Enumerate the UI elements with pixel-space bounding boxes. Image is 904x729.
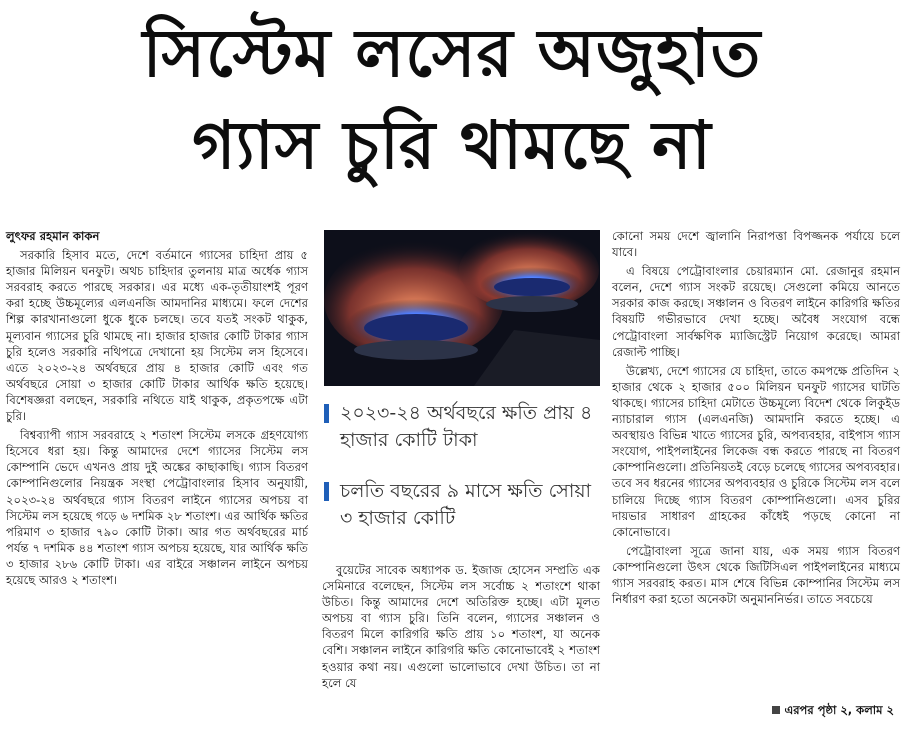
pull-quote-1 (324, 400, 600, 454)
article-column-2 (322, 562, 600, 694)
paragraph: উল্লেখ্য, দেশে গ্যাসের যে চাহিদা, তাতে কমপক্ষে প্রতিদিন ২ হাজার থেকে ২ হাজার ৫০০ মিলিয়ন ঘনফুট গ্যাসের ঘাটতি থাকছে। গ্যাসের চাহিদা মেটাতে উচ্চমূল্যে বিদেশ থেকে লিকুইড ন্যাচারাল গ্যাস (এলএনজি) আমদানি করতে হচ্ছে। এ অবস্থায়ও বিভিন্ন খাতে গ্যাসের চুরি, অপব্যবহার, বাইপাস গ্যাস সংযোগ, পাইপলাইনের লিকেজ বন্ধ করতে পারছে না বিতরণ কোম্পানিগুলো। প্রতিনিয়তই বেড়ে চলেছে গ্যাসের অপব্যবহার। তবে সব ধরনের গ্যাসের অপব্যবহার ও চুরিকে সিস্টেম লস বলে চালিয়ে দিচ্ছে গ্যাস বিতরণ কোম্পানিগুলো। এসব চুরির দায়ভার সাধারণ গ্রাহকের কাঁধেই পড়ছে কোনো না কোনোভাবে। (612, 363, 900, 539)
article-column-3 (612, 228, 900, 610)
headline (0, 8, 904, 192)
paragraph: সরকারি হিসাব মতে, দেশে বর্তমানে গ্যাসের চাহিদা প্রায় ৫ হাজার মিলিয়ন ঘনফুট। অথচ চাহিদার তুলনায় মাত্র অর্ধেক গ্যাস সরবরাহ করতে পারছে সরকার। এর মধ্যে এক-তৃতীয়াংশই পূরণ করা হচ্ছে উচ্চমূল্যের এলএনজি আমদানির মাধ্যমে। ফলে দেশের শিল্প কারখানাগুলো ধুকে ধুকে চলছে। তবে যতই সংকট থাকুক, মূল্যবান গ্যাসের চুরি থামছে না। হাজার হাজার কোটি টাকার গ্যাস চুরি হলেও সরকারি নথিপত্রে দেখানো হয় সিস্টেম লস হিসেবে। এতে ২০২৩-২৪ অর্থবছরে প্রায় ৪ হাজার কোটি এবং গত অর্থবছরে সোয়া ৩ হাজার কোটি টাকার আর্থিক ক্ষতি হয়েছে। বিশেষজ্ঞরা বলছেন, সরকারি নথিতে যাই থাকুক, প্রকৃতপক্ষে এটা চুরি। (6, 248, 308, 424)
paragraph: বুয়েটের সাবেক অধ্যাপক ড. ইজাজ হোসেন সম্প্রতি এক সেমিনারে বলেছেন, সিস্টেম লস সর্বোচ্চ ২ শতাংশে থাকা উচিত। কিন্তু আমাদের দেশে অতিরিক্ত হচ্ছে। এটা মূলত অপচয় বা গ্যাস চুরি। তিনি বলেন, গ্যাসের সঞ্চালন ও বিতরণ মিলে কারিগরি ক্ষতি প্রায় ১০ শতাংশ, যা অনেক বেশি। সঞ্চালন লাইনে কারিগরি ক্ষতি কোনোভাবেই ২ শতাংশ হওয়ার কথা নয়। এগুলো ভালোভাবে দেখা উচিত। তা না হলে যে (322, 563, 600, 690)
byline (6, 228, 308, 244)
pull-quote-marker (324, 404, 329, 423)
pull-quote-marker (324, 482, 329, 501)
pull-quote-text: ২০২৩-২৪ অর্থবছরে ক্ষতি প্রায় ৪ হাজার কোটি টাকা (340, 402, 593, 451)
pull-quote-2 (324, 478, 600, 532)
article-column-1 (6, 228, 308, 591)
author-name: লুৎফর রহমান কাকন (6, 229, 100, 243)
paragraph: পেট্রোবাংলা সূত্রে জানা যায়, এক সময় গ্যাস বিতরণ কোম্পানিগুলো উৎস থেকে জিটিসিএল পাইপলাইনের মাধ্যমে গ্যাস সরবরাহ করত। মাস শেষে বিভিন্ন কোম্পানির সিস্টেম লস নির্ধারণ করা হতো অনেকটা অনুমাননির্ভর। তাতে সবচেয়ে (612, 543, 900, 607)
gas-stove-photo (324, 230, 600, 386)
continuation-note (772, 702, 894, 721)
headline-line-1: সিস্টেম লসের অজুহাত (142, 15, 762, 92)
square-bullet-icon (772, 706, 780, 714)
paragraph: বিশ্বব্যাপী গ্যাস সরবরাহে ২ শতাংশ সিস্টেম লসকে গ্রহণযোগ্য হিসেবে ধরা হয়। কিন্তু আমাদের দেশে গ্যাসের সিস্টেম লস কোম্পানি ভেদে এখনও প্রায় দুই অঙ্কের কাছাকাছি। গ্যাস বিতরণ কোম্পানিগুলোর নিয়ন্ত্রক সংস্থা পেট্রোবাংলার হিসাব অনুযায়ী, ২০২৩-২৪ অর্থবছরে গ্যাস বিতরণ লাইনে গ্যাসের অপচয় বা সিস্টেম লস হয়েছে গড়ে ৬ দশমিক ২৮ শতাংশ। এর আর্থিক ক্ষতির পরিমাণ ৩ হাজার ৭৯০ কোটি টাকা। আর গত অর্থবছরের মার্চ পর্যন্ত ৭ দশমিক ৪৪ শতাংশ গ্যাস অপচয় হয়েছে, যার আর্থিক ক্ষতি ৩ হাজার ২৮৬ কোটি টাকা। এর বাইরে সঞ্চালন লাইনে অপচয় হয়েছে আরও ২ শতাংশ। (6, 428, 308, 587)
headline-line-2: গ্যাস চুরি থামছে না (192, 107, 712, 184)
pull-quote-text: চলতি বছরের ৯ মাসে ক্ষতি সোয়া ৩ হাজার কোটি (340, 480, 592, 529)
continuation-text: এরপর পৃষ্ঠা ২, কলাম ২ (784, 703, 894, 717)
paragraph: কোনো সময় দেশে জ্বালানি নিরাপত্তা বিপজ্জনক পর্যায়ে চলে যাবে। (612, 229, 900, 260)
paragraph: এ বিষয়ে পেট্রোবাংলার চেয়ারম্যান মো. রেজানুর রহমান বলেন, দেশে গ্যাস সংকট রয়েছে। সেগুলো কমিয়ে আনতে সরকার কাজ করছে। সঞ্চালন ও বিতরণ লাইনে কারিগরি ক্ষতির বিষয়টি গভীরভাবে দেখা হচ্ছে। অবৈধ সংযোগ বন্ধে পেট্রোবাংলা সার্বক্ষণিক ম্যাজিস্ট্রেট নিয়োগ করেছে। আমরা রেজাল্ট পাচ্ছি। (612, 264, 900, 359)
gas-flame-image (324, 230, 600, 386)
